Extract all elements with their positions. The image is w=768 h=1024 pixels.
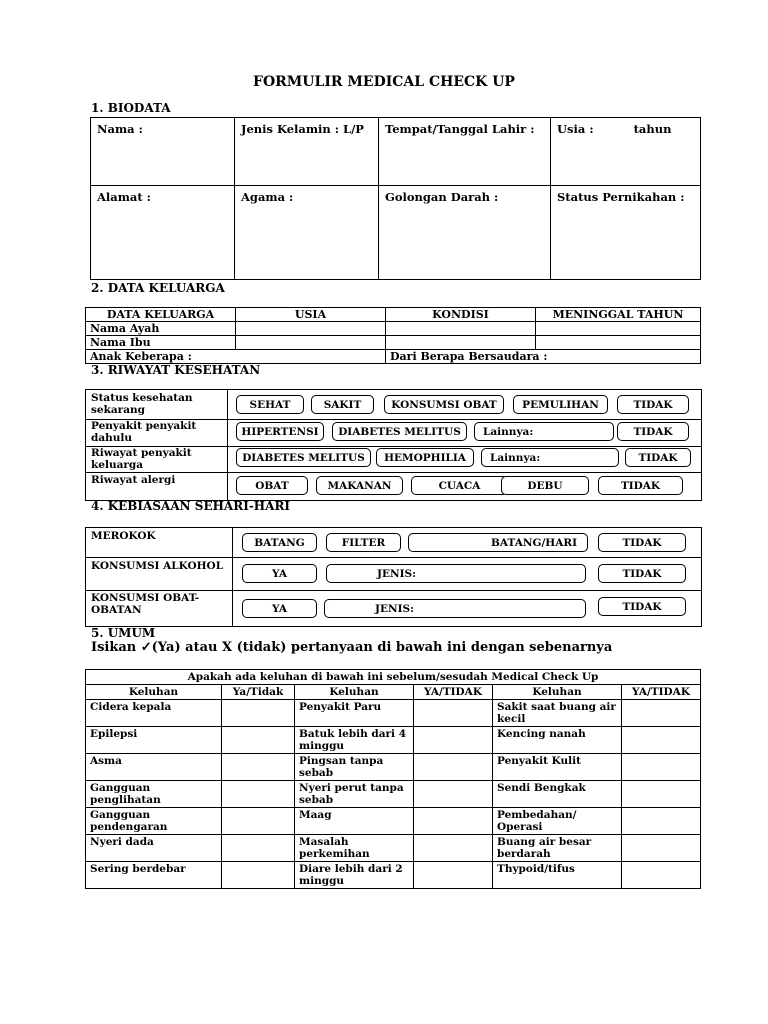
keluhan-table — [85, 669, 701, 889]
table-row — [86, 808, 701, 835]
ayah-usia-cell[interactable] — [236, 322, 386, 336]
keluhan-table-title: Apakah ada keluhan di bawah ini sebelum/sesudah Medical Check Up — [86, 670, 701, 685]
alamat-field[interactable]: Alamat : — [91, 186, 235, 280]
keluhan-cell: Sendi Bengkak — [493, 781, 622, 808]
keluhan-cell: Buang air besar berdarah — [493, 835, 622, 862]
yatidak-cell[interactable] — [222, 727, 295, 754]
yatidak-cell[interactable] — [622, 808, 701, 835]
bersaudara-field[interactable]: Dari Berapa Bersaudara : — [386, 350, 701, 364]
yatidak-cell[interactable] — [222, 808, 295, 835]
table-row — [86, 862, 701, 889]
riwayat-box — [85, 389, 702, 501]
yatidak-cell[interactable] — [222, 781, 295, 808]
yatidak-cell[interactable] — [414, 835, 493, 862]
keluhan-cell: Penyakit Paru — [295, 700, 414, 727]
option-alkohol-tidak[interactable]: TIDAK — [598, 564, 686, 583]
keluhan-cell: Sakit saat buang air kecil — [493, 700, 622, 727]
option-status-tidak[interactable]: TIDAK — [617, 395, 689, 414]
keluhan-cell: Masalah perkemihan — [295, 835, 414, 862]
ayah-kondisi-cell[interactable] — [386, 322, 536, 336]
batang-per-hari-input[interactable]: BATANG/HARI — [408, 533, 588, 552]
usia-header: USIA — [236, 308, 386, 322]
yatidak-header-1: Ya/Tidak — [222, 685, 295, 700]
dahulu-lainnya-input[interactable]: Lainnya: — [474, 422, 614, 441]
option-hipertensi[interactable]: HIPERTENSI — [236, 422, 324, 441]
yatidak-cell[interactable] — [622, 727, 701, 754]
option-alkohol-ya[interactable]: YA — [242, 564, 317, 583]
tahun-label: tahun — [633, 122, 672, 136]
golongan-darah-field[interactable]: Golongan Darah : — [379, 186, 551, 280]
option-dahulu-tidak[interactable]: TIDAK — [617, 422, 689, 441]
yatidak-cell[interactable] — [622, 835, 701, 862]
ibu-meninggal-cell[interactable] — [536, 336, 701, 350]
option-sehat[interactable]: SEHAT — [236, 395, 304, 414]
option-obat-ya[interactable]: YA — [242, 599, 317, 618]
keluhan-cell: Epilepsi — [86, 727, 222, 754]
agama-field[interactable]: Agama : — [235, 186, 379, 280]
keluhan-header-3: Keluhan — [493, 685, 622, 700]
ibu-kondisi-cell[interactable] — [386, 336, 536, 350]
nama-ayah-label: Nama Ayah — [86, 322, 236, 336]
yatidak-cell[interactable] — [622, 754, 701, 781]
yatidak-cell[interactable] — [414, 808, 493, 835]
yatidak-header-3: YA/TIDAK — [622, 685, 701, 700]
yatidak-cell[interactable] — [622, 700, 701, 727]
option-dahulu-diabetes[interactable]: DIABETES MELITUS — [332, 422, 467, 441]
yatidak-cell[interactable] — [414, 700, 493, 727]
yatidak-cell[interactable] — [222, 700, 295, 727]
keluhan-cell: Kencing nanah — [493, 727, 622, 754]
keluarga-lainnya-input[interactable]: Lainnya: — [481, 448, 619, 467]
riwayat-alergi-label: Riwayat alergi — [91, 474, 176, 486]
status-pernikahan-field[interactable]: Status Pernikahan : — [551, 186, 701, 280]
yatidak-cell[interactable] — [222, 862, 295, 889]
keluhan-header-2: Keluhan — [295, 685, 414, 700]
instruction-text: Isikan ✓(Ya) atau X (tidak) pertanyaan di bawah ini dengan sebenarnya — [91, 640, 613, 655]
keluhan-cell: Batuk lebih dari 4 minggu — [295, 727, 414, 754]
yatidak-cell[interactable] — [622, 781, 701, 808]
keluhan-cell: Pembedahan/ Operasi — [493, 808, 622, 835]
anak-keberapa-field[interactable]: Anak Keberapa : — [86, 350, 386, 364]
status-kesehatan-label: Status kesehatan sekarang — [91, 392, 193, 416]
keluhan-header-1: Keluhan — [86, 685, 222, 700]
option-merokok-tidak[interactable]: TIDAK — [598, 533, 686, 552]
form-title: FORMULIR MEDICAL CHECK UP — [253, 74, 515, 90]
jenis-kelamin-field[interactable]: Jenis Kelamin : L/P — [235, 118, 379, 186]
keluhan-cell: Cidera kepala — [86, 700, 222, 727]
table-row — [86, 754, 701, 781]
obat-obatan-label: KONSUMSI OBAT-OBATAN — [91, 592, 200, 616]
section-keluarga-heading: 2. DATA KELUARGA — [91, 281, 225, 295]
ibu-usia-cell[interactable] — [236, 336, 386, 350]
alkohol-label: KONSUMSI ALKOHOL — [91, 560, 224, 572]
option-alergi-cuaca[interactable]: CUACA — [411, 476, 508, 495]
option-sakit[interactable]: SAKIT — [311, 395, 374, 414]
section-umum-heading: 5. UMUM — [91, 626, 156, 640]
yatidak-cell[interactable] — [414, 727, 493, 754]
yatidak-cell[interactable] — [414, 862, 493, 889]
penyakit-keluarga-label: Riwayat penyakit keluarga — [91, 447, 192, 471]
keluhan-cell: Pingsan tanpa sebab — [295, 754, 414, 781]
yatidak-header-2: YA/TIDAK — [414, 685, 493, 700]
option-konsumsi-obat[interactable]: KONSUMSI OBAT — [384, 395, 504, 414]
option-alergi-obat[interactable]: OBAT — [236, 476, 308, 495]
option-alergi-debu[interactable]: DEBU — [501, 476, 589, 495]
meninggal-header: MENINGGAL TAHUN — [536, 308, 701, 322]
keluhan-cell: Nyeri dada — [86, 835, 222, 862]
yatidak-cell[interactable] — [414, 781, 493, 808]
usia-field[interactable] — [551, 118, 701, 186]
table-row — [86, 727, 701, 754]
kebiasaan-box — [85, 527, 702, 627]
obat-jenis-input[interactable]: JENIS: — [324, 599, 586, 618]
option-keluarga-tidak[interactable]: TIDAK — [625, 448, 691, 467]
keluhan-cell: Nyeri perut tanpa sebab — [295, 781, 414, 808]
option-keluarga-diabetes[interactable]: DIABETES MELITUS — [236, 448, 371, 467]
penyakit-dahulu-label: Penyakit penyakit dahulu — [91, 420, 197, 444]
yatidak-cell[interactable] — [222, 754, 295, 781]
option-obat-tidak[interactable]: TIDAK — [598, 597, 686, 616]
nama-ibu-label: Nama Ibu — [86, 336, 236, 350]
option-batang[interactable]: BATANG — [242, 533, 317, 552]
yatidak-cell[interactable] — [414, 754, 493, 781]
keluhan-cell: Sering berdebar — [86, 862, 222, 889]
usia-label: Usia : — [557, 122, 594, 136]
alkohol-jenis-input[interactable]: JENIS: — [326, 564, 586, 583]
biodata-table — [90, 117, 701, 280]
keluhan-cell: Diare lebih dari 2 minggu — [295, 862, 414, 889]
ttl-field[interactable]: Tempat/Tanggal Lahir : — [379, 118, 551, 186]
keluarga-table — [85, 307, 701, 364]
yatidak-cell[interactable] — [222, 835, 295, 862]
keluhan-cell: Gangguan penglihatan — [86, 781, 222, 808]
ayah-meninggal-cell[interactable] — [536, 322, 701, 336]
section-kebiasaan-heading: 4. KEBIASAAN SEHARI-HARI — [91, 499, 291, 513]
keluhan-cell: Asma — [86, 754, 222, 781]
table-row — [86, 835, 701, 862]
nama-field[interactable]: Nama : — [91, 118, 235, 186]
yatidak-cell[interactable] — [622, 862, 701, 889]
option-filter[interactable]: FILTER — [326, 533, 401, 552]
section-biodata-heading: 1. BIODATA — [91, 101, 171, 115]
keluhan-cell: Gangguan pendengaran — [86, 808, 222, 835]
merokok-label: MEROKOK — [91, 530, 156, 542]
keluarga-header: DATA KELUARGA — [86, 308, 236, 322]
table-row — [86, 781, 701, 808]
keluhan-cell: Penyakit Kulit — [493, 754, 622, 781]
section-riwayat-heading: 3. RIWAYAT KESEHATAN — [91, 363, 261, 377]
option-hemophilia[interactable]: HEMOPHILIA — [376, 448, 474, 467]
keluhan-cell: Maag — [295, 808, 414, 835]
table-row — [86, 700, 701, 727]
option-alergi-makanan[interactable]: MAKANAN — [316, 476, 403, 495]
kondisi-header: KONDISI — [386, 308, 536, 322]
option-pemulihan[interactable]: PEMULIHAN — [513, 395, 608, 414]
option-alergi-tidak[interactable]: TIDAK — [598, 476, 683, 495]
keluhan-cell: Thypoid/tifus — [493, 862, 622, 889]
